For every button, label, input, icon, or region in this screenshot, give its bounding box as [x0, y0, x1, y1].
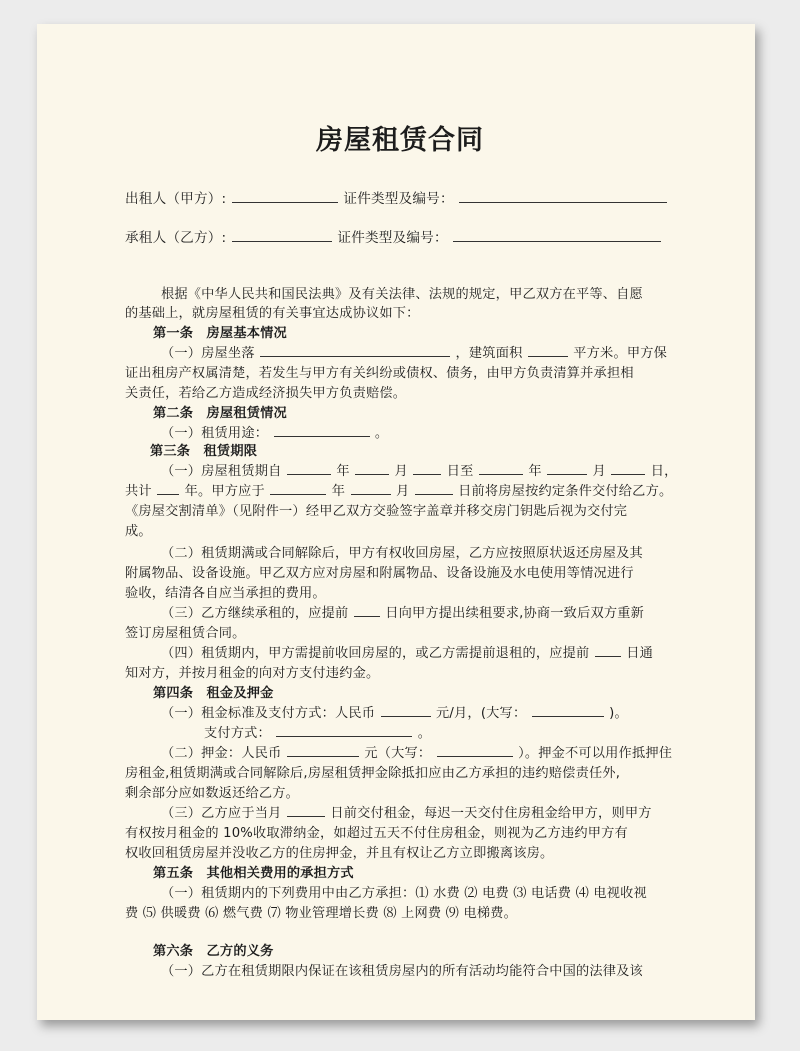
- renew-days-field[interactable]: [354, 604, 380, 617]
- location-label: （一）房屋坐落: [161, 346, 255, 361]
- rent-upper-field[interactable]: [532, 704, 604, 717]
- article-3-4-line-2: 知对方，并按月租金的向对方支付违约金。: [125, 666, 380, 681]
- area-unit-text: 平方米。甲方保: [573, 346, 667, 361]
- rent-amount-field[interactable]: [381, 704, 431, 717]
- article-3-line-2: [125, 480, 672, 499]
- lessee-id-label: 证件类型及编号：: [337, 230, 448, 246]
- end-month-field[interactable]: [547, 462, 587, 475]
- end-year-field[interactable]: [479, 462, 523, 475]
- article-4-3-line-3: 权收回租赁房屋并没收乙方的住房押金，并且有权让乙方立即搬离该房。: [125, 846, 554, 861]
- lessee-label: 承租人（乙方）:: [125, 230, 227, 246]
- term-label: （一）房屋租赁期自: [161, 464, 282, 479]
- period-mark: 。: [417, 726, 432, 741]
- article-4-2-line-3: 剩余部分应如数返还给乙方。: [125, 786, 300, 801]
- lessor-id-field[interactable]: [459, 190, 667, 203]
- article-3-line-1: [161, 460, 678, 479]
- lessee-line: [125, 226, 662, 246]
- article-5-line-1: （一）租赁期内的下列费用中由乙方承担：⑴ 水费 ⑵ 电费 ⑶ 电话费 ⑷ 电视收视: [161, 886, 647, 901]
- article-3-3-line-2: 签订房屋租赁合同。: [125, 626, 246, 641]
- article-6-line-1: （一）乙方在租赁期限内保证在该租赁房屋内的所有活动均能符合中国的法律及该: [161, 964, 643, 979]
- month-text: 月: [592, 464, 606, 479]
- article-1-line-3: 关责任，若给乙方造成经济损失甲方负责赔偿。: [125, 386, 407, 401]
- article-3-3-line-1: [161, 602, 644, 621]
- payday-label: （三）乙方应于当月: [161, 806, 282, 821]
- article-3-title: 第三条 租赁期限: [150, 444, 258, 459]
- lessee-id-field[interactable]: [453, 229, 661, 242]
- payment-method-label: 支付方式：: [204, 726, 271, 741]
- day-end-text: 日，: [650, 464, 678, 479]
- lessee-field[interactable]: [232, 229, 332, 242]
- article-4-3-line-2: 有权按月租金的 10%收取滞纳金，如超过五天不付住房租金，则视为乙方违约甲方有: [125, 826, 628, 841]
- total-years-field[interactable]: [157, 482, 179, 495]
- lessor-label: 出租人（甲方）:: [125, 191, 227, 207]
- article-3-4-line-1: [161, 642, 653, 661]
- use-label: （一）租赁用途：: [161, 426, 269, 441]
- article-4-title: 第四条 租金及押金: [153, 686, 274, 701]
- start-year-field[interactable]: [287, 462, 331, 475]
- contract-title: 房屋租赁合同: [316, 125, 484, 156]
- renew-text: 日向甲方提出续租要求,协商一致后双方重新: [385, 606, 645, 621]
- article-1-line-1: [161, 342, 667, 361]
- deliver-text: 日前将房屋按约定条件交付给乙方。: [458, 484, 673, 499]
- renew-label: （三）乙方继续承租的，应提前: [161, 606, 349, 621]
- deliver-month-field[interactable]: [351, 482, 391, 495]
- article-5-title: 第五条 其他相关费用的承担方式: [153, 866, 354, 881]
- article-2-line-1: [161, 422, 388, 441]
- intro-line-2: 的基础上，就房屋租赁的有关事宜达成协议如下：: [125, 306, 420, 321]
- deposit-label: （二）押金：人民币: [161, 746, 282, 761]
- article-4-2-line-1: [161, 742, 672, 761]
- use-field[interactable]: [274, 424, 370, 437]
- payday-text: 日前交付租金，每迟一天交付住房租金给甲方，则甲方: [330, 806, 652, 821]
- article-4-3-line-1: [161, 802, 652, 821]
- payday-field[interactable]: [287, 804, 325, 817]
- intro-line-1: 根据《中华人民共和国民法典》及有关法律、法规的规定，甲乙双方在平等、自愿: [161, 287, 643, 302]
- year-text: 年: [331, 484, 346, 499]
- article-3-2-line-2: 附属物品、设备设施。甲乙双方应对房屋和附属物品、设备设施及水电使用等情况进行: [125, 566, 634, 581]
- article-3-2-line-3: 验收，结清各自应当承担的费用。: [125, 586, 326, 601]
- day-to-text: 日至: [446, 464, 474, 479]
- rent-close: )。: [609, 706, 628, 721]
- lessor-field[interactable]: [232, 190, 338, 203]
- deliver-day-field[interactable]: [415, 482, 453, 495]
- article-3-line-3: 《房屋交割清单》（见附件一）经甲乙双方交验签字盖章并移交房门钥匙后视为交付完: [125, 504, 628, 519]
- area-label: ，建筑面积: [455, 346, 523, 361]
- article-3-2-line-1: （二）租赁期满或合同解除后，甲方有权收回房屋，乙方应按照原状返还房屋及其: [161, 546, 643, 561]
- lessor-line: [125, 187, 668, 207]
- article-4-2-line-2: 房租金,租赁期满或合同解除后,房屋租赁押金除抵扣应由乙方承担的违约赔偿责任外,: [125, 766, 621, 781]
- start-month-field[interactable]: [355, 462, 389, 475]
- notice-text: 日通: [626, 646, 653, 661]
- article-2-title: 第二条 房屋租赁情况: [153, 406, 287, 421]
- article-4-line-1: [161, 702, 628, 721]
- deposit-amount-field[interactable]: [287, 744, 359, 757]
- total-text: 共计: [125, 484, 152, 499]
- deliver-label: 年。甲方应于: [184, 484, 265, 499]
- article-5-line-2: 费 ⑸ 供暖费 ⑹ 燃气费 ⑺ 物业管理增长费 ⑻ 上网费 ⑼ 电梯费。: [125, 906, 517, 921]
- article-1-title: 第一条 房屋基本情况: [153, 326, 287, 341]
- early-termination-label: （四）租赁期内，甲方需提前收回房屋的，或乙方需提前退租的，应提前: [161, 646, 590, 661]
- lessor-id-label: 证件类型及编号：: [343, 191, 454, 207]
- end-day-field[interactable]: [611, 462, 645, 475]
- article-1-line-2: 证出租房产权属清楚，若发生与甲方有关纠纷或债权、债务，由甲方负责清算并承担相: [125, 366, 634, 381]
- deposit-upper-label: 元（大写：: [364, 746, 432, 761]
- month-text: 月: [395, 484, 410, 499]
- rent-label: （一）租金标准及支付方式：人民币: [161, 706, 376, 721]
- deliver-year-field[interactable]: [270, 482, 326, 495]
- notice-days-field[interactable]: [595, 644, 621, 657]
- payment-method-field[interactable]: [276, 724, 412, 737]
- area-field[interactable]: [528, 344, 568, 357]
- article-3-line-4: 成。: [125, 524, 152, 539]
- deposit-text: ）。押金不可以用作抵押住: [518, 746, 673, 761]
- month-text: 月: [394, 464, 408, 479]
- year-text: 年: [528, 464, 542, 479]
- start-day-field[interactable]: [413, 462, 441, 475]
- year-text: 年: [336, 464, 350, 479]
- article-4-pay-line: [204, 722, 431, 741]
- period-mark: 。: [374, 426, 389, 441]
- rent-upper-label: 元/月，(大写：: [436, 706, 527, 721]
- article-6-title: 第六条 乙方的义务: [153, 944, 274, 959]
- location-field[interactable]: [260, 344, 450, 357]
- deposit-upper-field[interactable]: [437, 744, 513, 757]
